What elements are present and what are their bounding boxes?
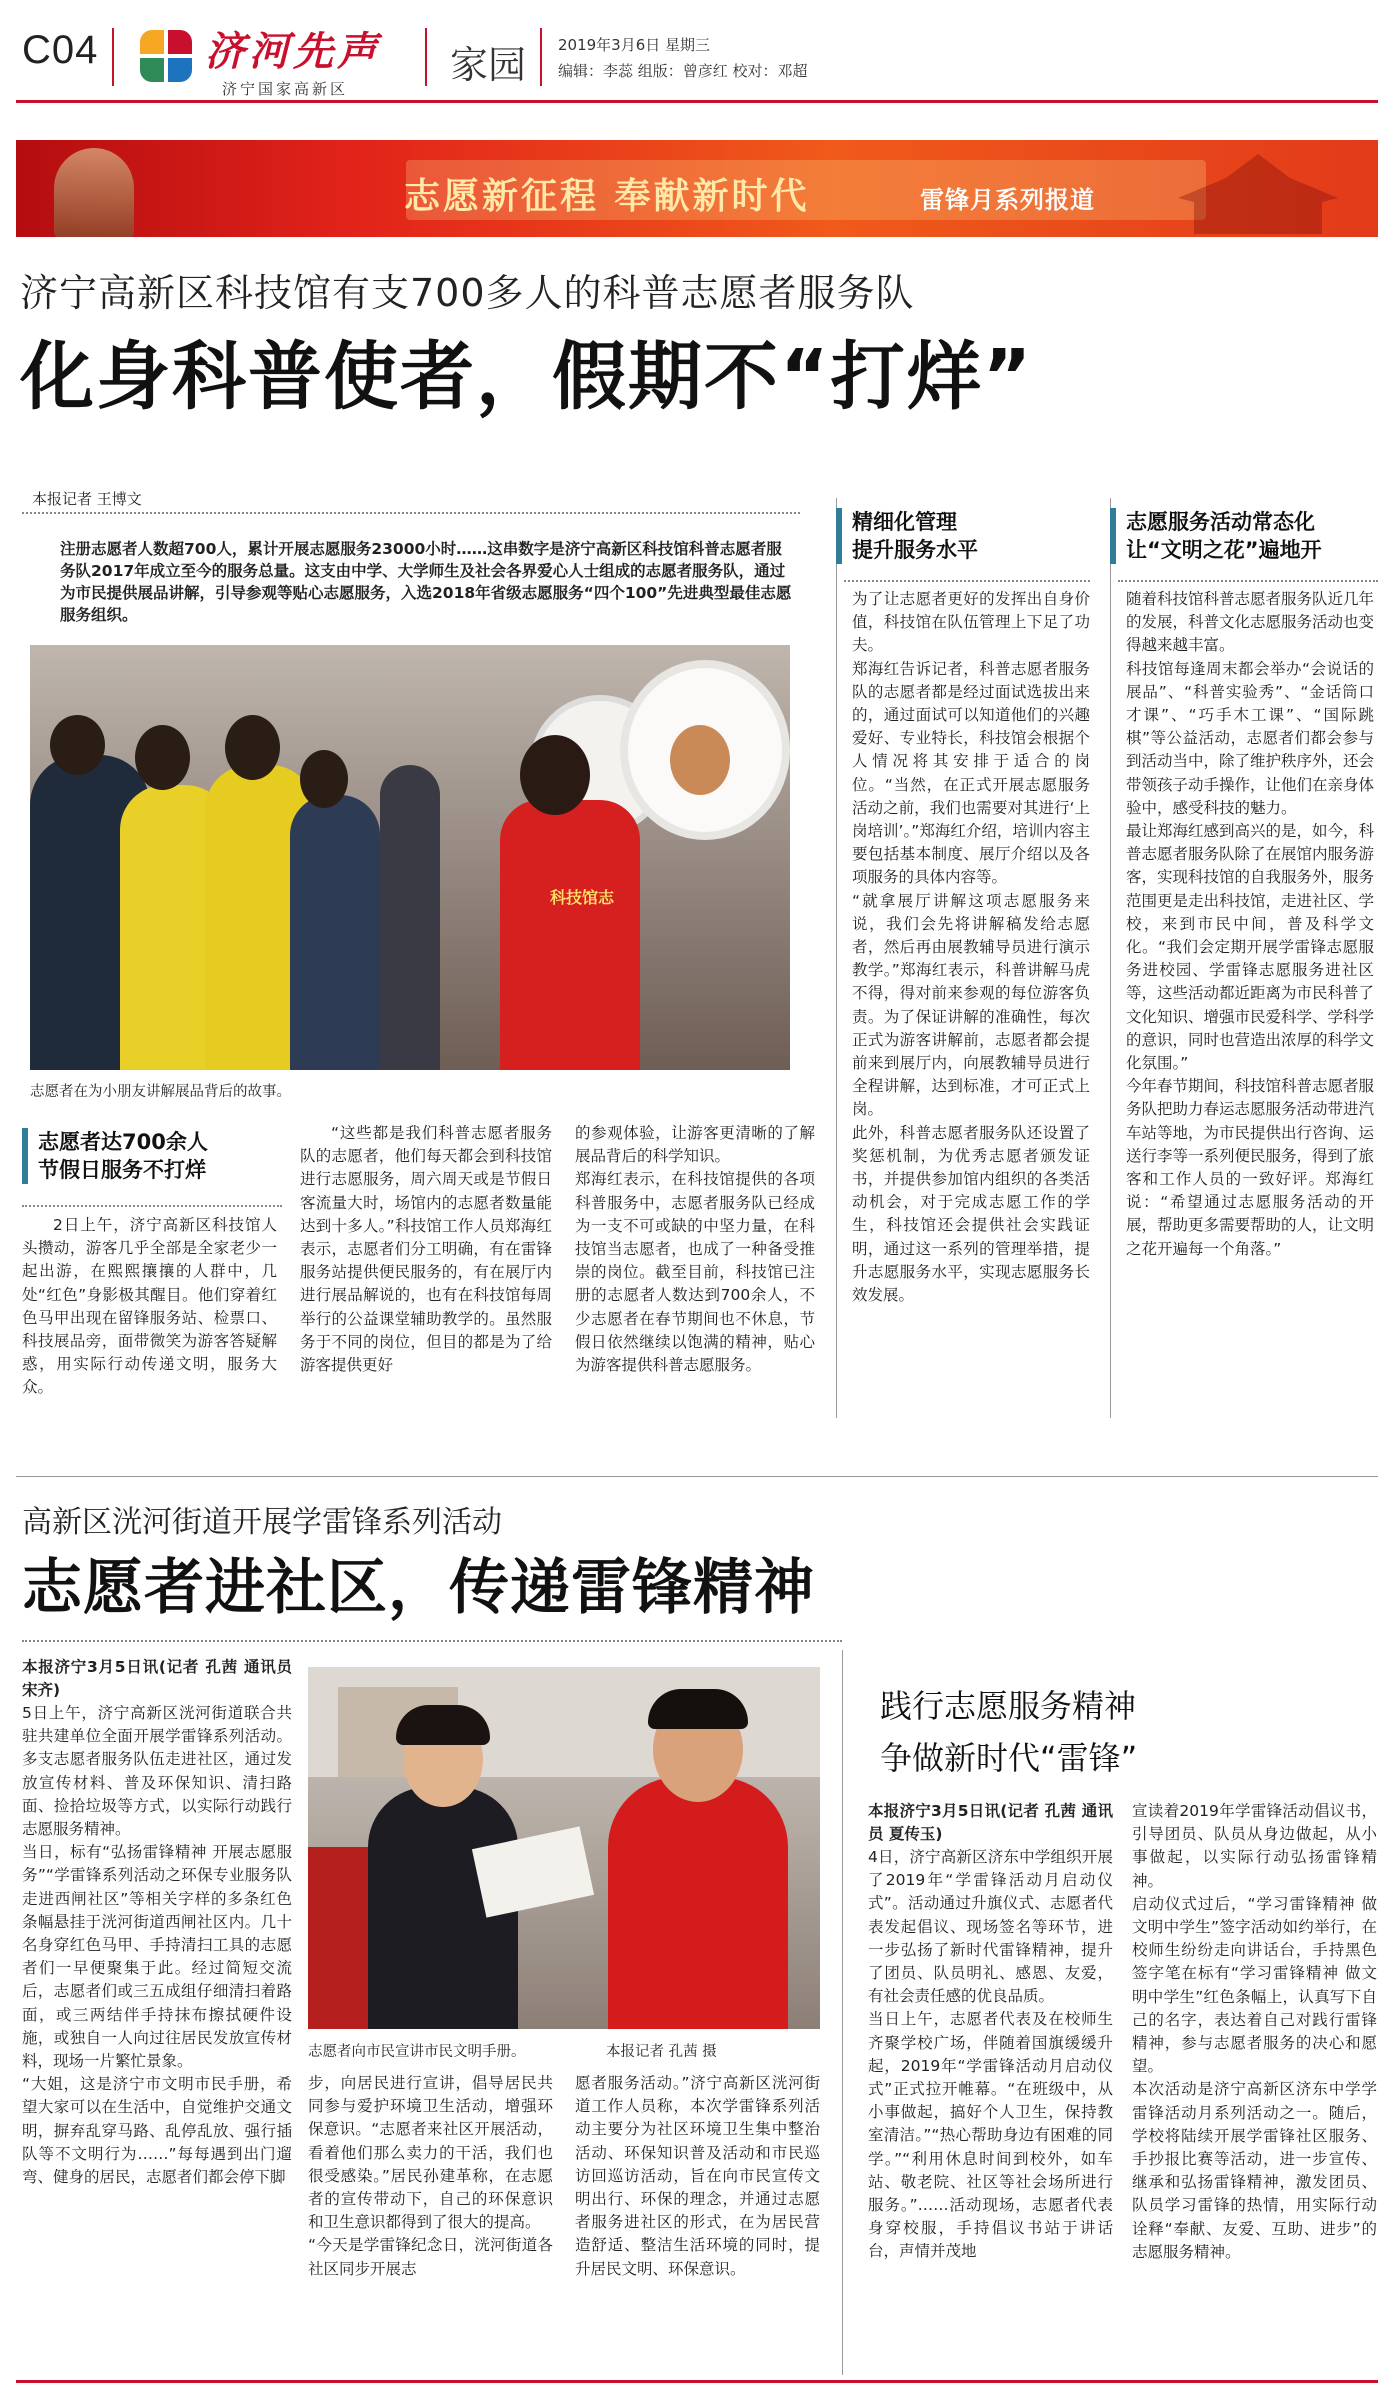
paper-name: 济河先声: [205, 28, 381, 75]
masthead-divider: [425, 28, 427, 86]
article2-col3: 愿者服务活动。”济宁高新区洸河街道工作人员称，本次学雷锋系列活动主要分为社区环境卫生集中整治活动、环保知识普及活动和市民巡访回巡访活动，旨在向市民宣传文明出行、环保的理念，并通过志愿者服务进社区的形式，在为居民营造舒适、整洁生活环境的同时，提升居民文明、环保意识。: [575, 2074, 820, 2278]
article1-col2: “这些都是我们科普志愿者服务队的志愿者，他们每天都会到科技馆进行志愿服务，周六周天或是节假日客流量大时，场馆内的志愿者数量能达到十多人。”科技馆工作人员郑海红表示，志愿者们分工明确，有在雷锋服务站提供便民服务的，有在展厅内进行展品解说的，也有在科技馆每周举行的公益课堂辅助教学的。虽然服务于不同的岗位，但目的都是为了给游客提供更好: [300, 1124, 552, 1375]
section-rule: [16, 1476, 1378, 1477]
headline-rule: [22, 1640, 842, 1642]
article2-kicker: 高新区洸河街道开展学雷锋系列活动: [22, 1505, 502, 1540]
section-name: 家园: [450, 43, 527, 87]
subhead-rule: [1118, 580, 1378, 582]
article1-byline: 本报记者 王博文: [32, 490, 142, 508]
masthead-rule: [16, 100, 1378, 103]
article3-dateline: 本报济宁3月5日讯(记者 孔茜 通讯员 夏传玉): [868, 1802, 1113, 1844]
article2-col2: 步，向居民进行宣讲，倡导居民共同参与爱护环境卫生活动，增强环保意识。“志愿者来社区开展活动，看着他们那么卖力的干活，我们也很受感染。”居民孙建革称，在志愿者的宣传带动下，自己的环保意识和卫生意识都得到了很大的提高。 “今天是学雷锋纪念日，洸河街道各社区同步开展志: [308, 2074, 553, 2278]
article1-kicker: 济宁高新区科技馆有支700多人的科普志愿者服务队: [20, 271, 915, 315]
page-number: C04: [22, 28, 99, 72]
article1-col1: 2日上午，济宁高新区科技馆人头攒动，游客几乎全部是全家老少一起出游，在熙熙攘攘的人群中，几处“红色”身影极其醒目。他们穿着红色马甲出现在留锋服务站、检票口、科技展品旁，面带微笑为游客答疑解惑，用实际行动传递文明，服务大众。: [22, 1216, 277, 1397]
article2-col1: 5日上午，济宁高新区洸河街道联合共驻共建单位全面开展学雷锋系列活动。多支志愿者服务队伍走进社区，通过发放宣传材料、普及环保知识、清扫路面、捡拾垃圾等方式，以实际行动践行志愿服务精神。 当日，标有“弘扬雷锋精神 开展志愿服务”“学雷锋系列活动之环保专业服务队走进西闸社区”等相关字样的多条红色条幅悬挂于洸河街道西闸社区内。几十名身穿红色马甲、手持清扫工具的志愿者们一早便聚集于此。经过简短交流后，志愿者们或三五成组仔细清扫着路面，或三两结伴手持抹布擦拭硬件设施，或独自一人向过往居民发放宣传材料，现场一片繁忙景象。 “大姐，这是济宁市文明市民手册，希望大家可以在生活中，自觉维护交通文明，摒弃乱穿马路、乱停乱放、强行插队等不文明行为……”每每遇到出门遛弯、健身的居民，志愿者们都会停下脚: [22, 1704, 292, 2187]
page-bottom-rule: [16, 2380, 1378, 2383]
byline-rule: [22, 512, 800, 514]
subhead-rule: [844, 580, 1090, 582]
logo-icon: [140, 30, 192, 82]
article2-headline: 志愿者进社区，传递雷锋精神: [22, 1553, 815, 1623]
article3-col1: 4日，济宁高新区济东中学组织开展了2019年“学雷锋活动月启动仪式”。活动通过升旗仪式、志愿者代表发起倡议、现场签名等环节，进一步弘扬了新时代雷锋精神，提升了团员、队员明礼、感恩、友爱，有社会责任感的优良品质。 当日上午，志愿者代表及在校师生齐聚学校广场，伴随着国旗缓缓升起，2019年“学雷锋活动月启动仪式”正式拉开帷幕。“在班级中，从小事做起，搞好个人卫生，保持教室清洁。”“热心帮助身边有困难的同学。”“利用休息时间到校外，如车站、敬老院、社区等社会场所进行服务。”……活动现场，志愿者代表身穿校服，手持倡议书站于讲话台，声情并茂地: [868, 1848, 1113, 2261]
article1-subhead-1: 志愿者达700余人 节假日服务不打烊: [22, 1128, 262, 1184]
vest-lettering: 科技馆志: [550, 888, 615, 907]
banner-title: 志愿新征程 奉献新时代: [404, 176, 810, 217]
article1-lead: 注册志愿者人数超700人，累计开展志愿服务23000小时……这串数字是济宁高新区科技馆科普志愿者服务队2017年成立至今的服务总量。这支由中学、大学师生及社会各界爱心人士组成的志愿者服务队，通过为市民提供展品讲解，引导参观等贴心志愿服务，入选2018年省级志愿服务“四个100”先进典型最佳志愿服务组织。: [60, 540, 792, 624]
issue-date: 2019年3月6日 星期三: [558, 36, 711, 54]
article2-photo: [308, 1667, 820, 2029]
statue-icon: [54, 148, 134, 237]
article3-headline: 践行志愿服务精神 争做新时代“雷锋”: [880, 1687, 1138, 1777]
article1-subhead-3: 志愿服务活动常态化 让“文明之花”遍地开: [1110, 508, 1378, 564]
article1-photo: [30, 645, 790, 1070]
article1-col4: 为了让志愿者更好的发挥出自身价值，科技馆在队伍管理上下足了功夫。 郑海红告诉记者，科普志愿者服务队的志愿者都是经过面试选拔出来的，通过面试可以知道他们的兴趣爱好、专业特长，科技馆会根据个人情况将其安排于适合的岗位。“当然，在正式开展志愿服务活动之前，我们也需要对其进行‘上岗培训’。”郑海红介绍，培训内容主要包括基本制度、展厅介绍以及各项服务的具体内容等。 “就拿展厅讲解这项志愿服务来说，我们会先将讲解稿发给志愿者，然后再由展教辅导员进行演示教学。”郑海红表示，科普讲解马虎不得，得对前来参观的每位游客负责。为了保证讲解的准确性，每次正式为游客讲解前，志愿者都会提前来到展厅内，向展教辅导员进行全程讲解，达到标准，才可正式上岗。 此外，科普志愿者服务队还设置了奖惩机制，为优秀志愿者颁发证书，并提供参加馆内组织的各类活动机会，对于完成志愿工作的学生，科技馆还会提供社会实践证明，通过这一系列的管理举措，提升志愿服务水平，实现志愿服务长效发展。: [852, 590, 1090, 1305]
column-separator: [836, 498, 837, 1418]
article2-dateline: 本报济宁3月5日讯(记者 孔茜 通讯员 宋齐): [22, 1658, 292, 1700]
article1-col5: 随着科技馆科普志愿者服务队近几年的发展，科普文化志愿服务活动也变得越来越丰富。 科技馆每逢周末都会举办“会说话的展品”、“科普实验秀”、“金话筒口才课”、“巧手木工课”、“国际跳棋”等公益活动，志愿者们都会参与到活动当中，除了维护秩序外，还会带领孩子动手操作，让他们在亲身体验中，感受科技的魅力。 最让郑海红感到高兴的是，如今，科普志愿者服务队除了在展馆内服务游客，实现科技馆的自我服务外，服务范围更是走出科技馆，走进社区、学校，来到市民中间，普及科学文化。“我们会定期开展学雷锋志愿服务进校园、学雷锋志愿服务进社区等，这些活动都近距离为市民科普了文化知识、增强市民爱科学、学科学的意识，同时也营造出浓厚的科学文化氛围。” 今年春节期间，科技馆科普志愿者服务队把助力春运志愿服务活动带进汽车站等地，为市民提供出行咨询、运送行李等一系列便民服务，得到了旅客和工作人员的一致好评。郑海红说：“希望通过志愿服务活动的开展，帮助更多需要帮助的人，让文明之花开遍每一个角落。”: [1126, 590, 1375, 1258]
article1-col3: 的参观体验，让游客更清晰的了解展品背后的科学知识。 郑海红表示，在科技馆提供的各项科普服务中，志愿者服务队已经成为一支不可或缺的中坚力量，在科技馆当志愿者，也成了一种备受推崇的岗位。截至目前，科技馆已注册的志愿者人数达到700余人，不少志愿者在春节期间也不休息，节假日依然继续以饱满的精神，贴心为游客提供科普志愿服务。: [575, 1124, 815, 1375]
masthead-divider: [540, 28, 542, 86]
article1-headline: 化身科普使者，假期不“打烊”: [20, 334, 1034, 420]
article1-subhead-2: 精细化管理 提升服务水平: [836, 508, 1086, 564]
column-separator: [842, 1650, 843, 2375]
subhead-rule: [22, 1205, 282, 1207]
staff-credits: 编辑：李蕊 组版：曾彦红 校对：邓超: [558, 62, 808, 80]
article1-photo-caption: 志愿者在为小朋友讲解展品背后的故事。: [30, 1084, 291, 1100]
article3-col2: 宣读着2019年学雷锋活动倡议书，引导团员、队员从身边做起，从小事做起，以实际行动弘扬雷锋精神。 启动仪式过后，“学习雷锋精神 做文明中学生”签字活动如约举行，在校师生纷纷走向讲话台，手持黑色签字笔在标有“学习雷锋精神 做文明中学生”红色条幅上，认真写下自己的名字，表达着自己对践行雷锋精神，参与志愿者服务的决心和愿望。 本次活动是济宁高新区济东中学学雷锋活动月系列活动之一。随后，学校将陆续开展学雷锋社区服务、手抄报比赛等活动，进一步宣传、继承和弘扬雷锋精神，激发团员、队员学习雷锋的热情，用实际行动诠释“奉献、友爱、互助、进步”的志愿服务精神。: [1132, 1802, 1377, 2261]
column-separator: [1110, 498, 1111, 1418]
article2-photo-credit: 本报记者 孔茜 摄: [606, 2044, 717, 2060]
article2-photo-caption: 志愿者向市民宣讲市民文明手册。: [308, 2044, 526, 2060]
masthead-divider: [112, 28, 114, 86]
paper-subtitle: 济宁国家高新区: [222, 80, 349, 98]
banner-subtitle: 雷锋月系列报道: [920, 186, 1095, 214]
